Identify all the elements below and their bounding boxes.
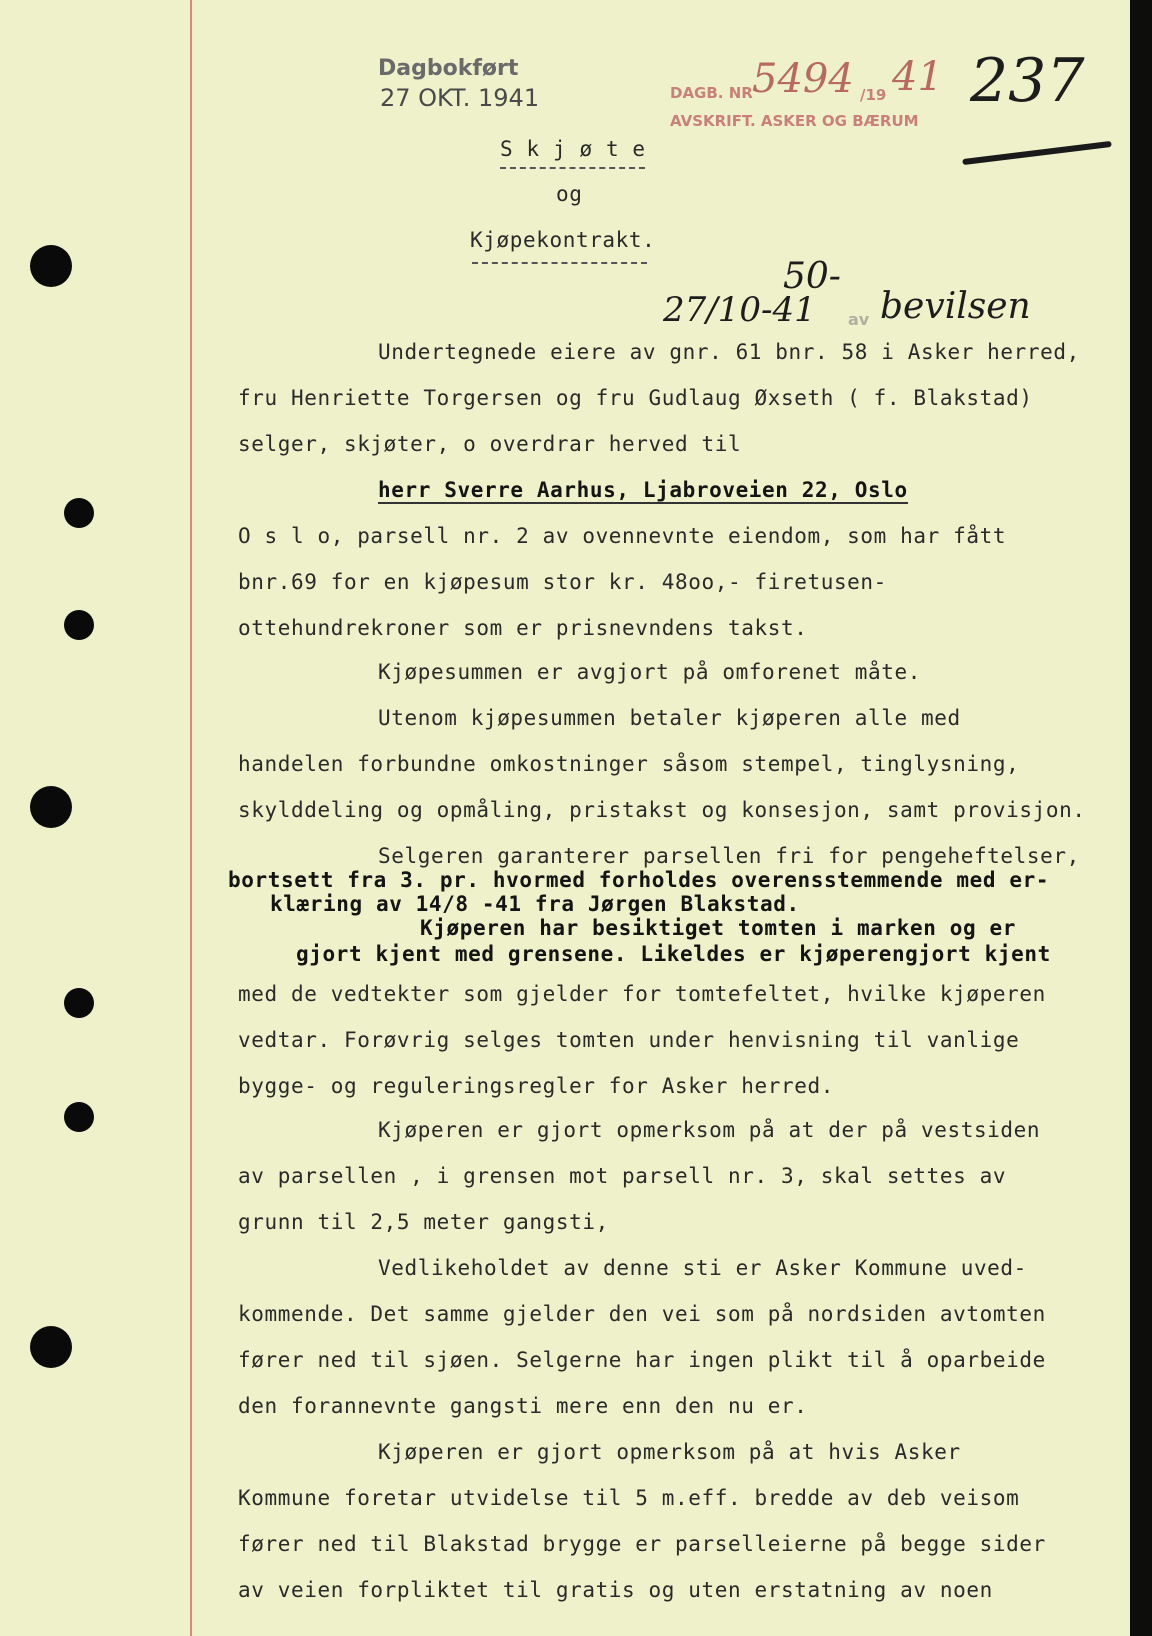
body-line: grunn til 2,5 meter gangsti, <box>238 1210 609 1234</box>
body-line: Kjøperen er gjort opmerksom på at der på vestsiden <box>378 1118 1041 1142</box>
subtitle-rule <box>472 262 647 264</box>
body-line: bygge- og reguleringsregler for Asker herred. <box>238 1074 834 1098</box>
stamp-date: 27/10-41 <box>663 290 816 330</box>
dagbokfort-stamp-label: Dagbokført <box>378 56 519 81</box>
stamp-av: av <box>848 310 870 329</box>
body-line: fru Henriette Torgersen og fru Gudlaug Øxseth ( f. Blakstad) <box>238 386 1033 410</box>
body-line: den forannevnte gangsti mere enn den nu er. <box>238 1394 808 1418</box>
body-line: med de vedtekter som gjelder for tomtefeltet, hvilke kjøperen <box>238 982 1046 1006</box>
punch-hole <box>64 1102 94 1132</box>
body-line: Selgeren garanterer parsellen fri for pengeheftelser, <box>378 844 1080 868</box>
body-line: kommende. Det samme gjelder den vei som på nordsiden avtomten <box>238 1302 1046 1326</box>
page-number: 237 <box>970 46 1085 116</box>
margin-line <box>190 0 192 1636</box>
body-line: fører ned til Blakstad brygge er parselleierne på begge sider <box>238 1532 1046 1556</box>
dagb-year-separator: /19 <box>860 86 887 104</box>
punch-hole <box>64 610 94 640</box>
body-line-inserted: gjort kjent med grensene. Likeldes er kjøperengjort kjent <box>296 942 1051 966</box>
document-subtitle: Kjøpekontrakt. <box>470 228 656 252</box>
body-line: O s l o, parsell nr. 2 av ovennevnte eiendom, som har fått <box>238 524 1007 548</box>
document-title: S k j ø t e <box>500 137 646 161</box>
body-line: Kommune foretar utvidelse til 5 m.eff. bredde av deb veisom <box>238 1486 1020 1510</box>
stamp-amount: 50- <box>783 256 841 297</box>
body-line-buyer: herr Sverre Aarhus, Ljabroveien 22, Oslo <box>378 478 908 502</box>
body-line: skylddeling og opmåling, pristakst og konsesjon, samt provisjon. <box>238 798 1086 822</box>
body-line: Undertegnede eiere av gnr. 61 bnr. 58 i Asker herred, <box>378 340 1080 364</box>
signature: bevilsen <box>880 286 1031 327</box>
body-line: vedtar. Forøvrig selges tomten under henvisning til vanlige <box>238 1028 1020 1052</box>
body-line-inserted: Kjøperen har besiktiget tomten i marken og er <box>420 916 1016 940</box>
body-line: ottehundrekroner som er prisnevndens takst. <box>238 616 808 640</box>
body-line: av parsellen , i grensen mot parsell nr. 3, skal settes av <box>238 1164 1007 1188</box>
body-line-inserted: bortsett fra 3. pr. hvormed forholdes overensstemmende med er- <box>228 868 1050 892</box>
body-line: Kjøpesummen er avgjort på omforenet måte. <box>378 660 921 684</box>
body-line: av veien forpliktet til gratis og uten erstatning av noen <box>238 1578 993 1602</box>
punch-hole <box>30 786 72 828</box>
avskrift-stamp: AVSKRIFT. ASKER OG BÆRUM <box>670 112 919 130</box>
dagb-nr-label: DAGB. NR <box>670 84 753 102</box>
title-rule <box>500 167 645 169</box>
dagbokfort-stamp-date: 27 OKT. 1941 <box>380 84 540 112</box>
body-line-inserted: klæring av 14/8 -41 fra Jørgen Blakstad. <box>270 892 800 916</box>
body-line: bnr.69 for en kjøpesum stor kr. 48oo,- firetusen- <box>238 570 887 594</box>
page-number-underline <box>962 141 1112 165</box>
punch-hole <box>64 988 94 1018</box>
dagb-year-value: 41 <box>892 54 943 100</box>
body-line: handelen forbundne omkostninger såsom stempel, tinglysning, <box>238 752 1020 776</box>
punch-hole <box>64 498 94 528</box>
dagb-nr-value: 5494 <box>752 56 854 102</box>
document-og: og <box>556 182 583 206</box>
body-line: Utenom kjøpesummen betaler kjøperen alle med <box>378 706 961 730</box>
punch-hole <box>30 1326 72 1368</box>
body-line: fører ned til sjøen. Selgerne har ingen plikt til å oparbeide <box>238 1348 1046 1372</box>
body-line: Vedlikeholdet av denne sti er Asker Kommune uved- <box>378 1256 1027 1280</box>
body-line: Kjøperen er gjort opmerksom på at hvis Asker <box>378 1440 961 1464</box>
punch-hole <box>30 245 72 287</box>
body-line: selger, skjøter, o overdrar herved til <box>238 432 742 456</box>
